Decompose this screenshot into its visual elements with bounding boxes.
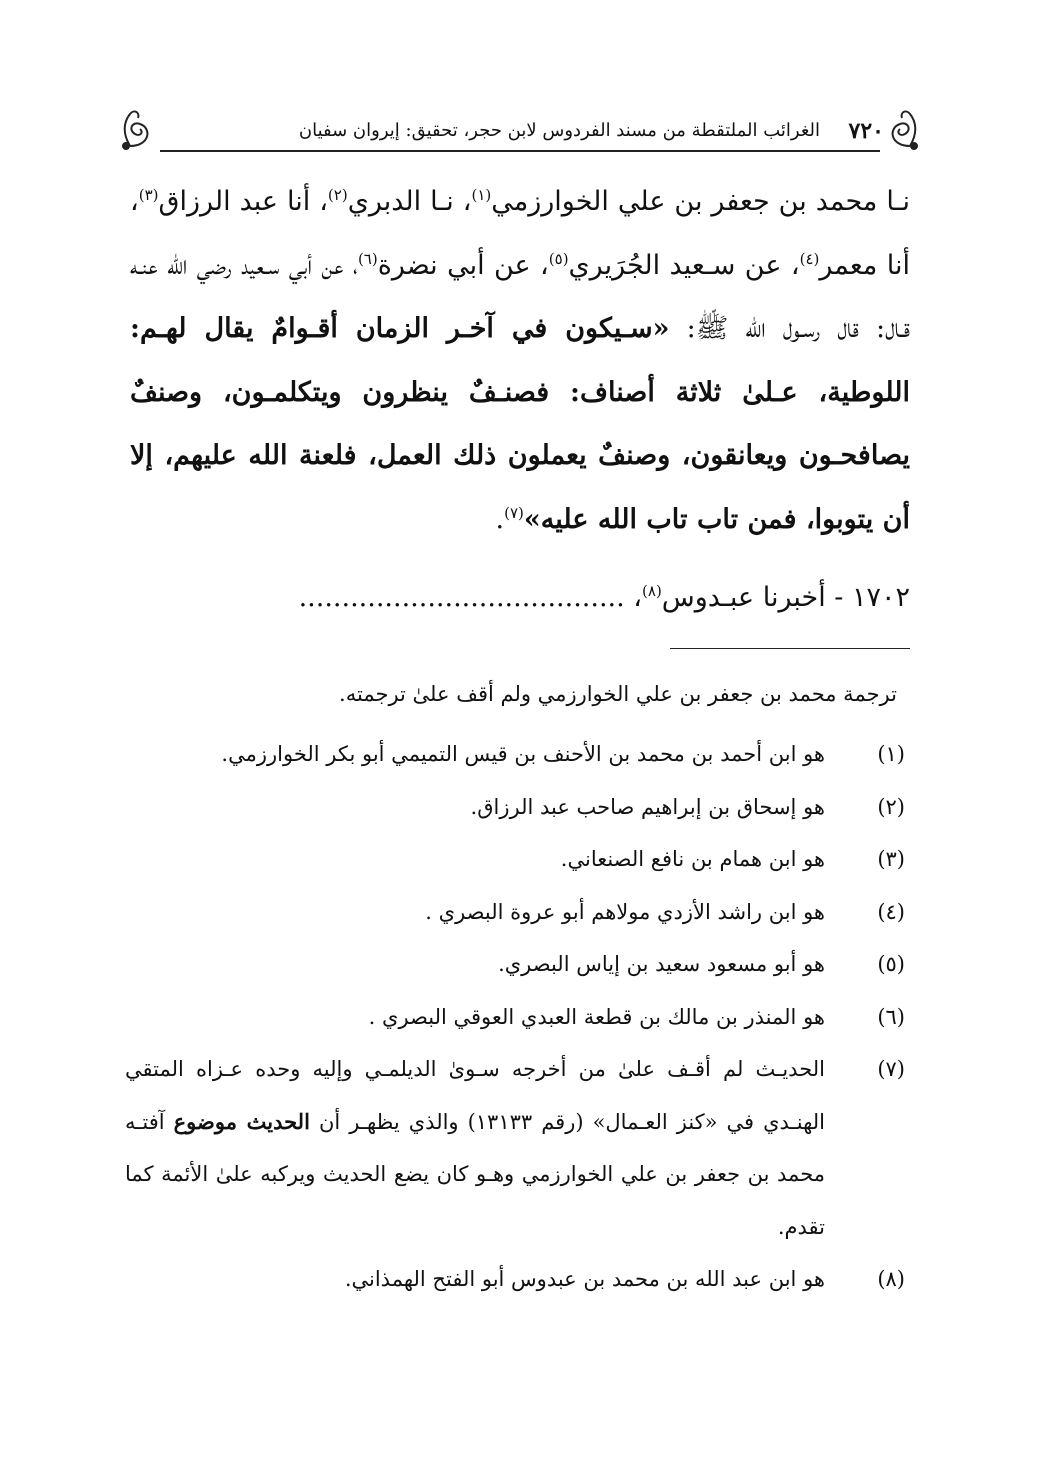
footnote-continuation: ترجمة محمد بن جعفر بن علي الخوارزمي ولم أقف علىٰ ترجمته. bbox=[339, 682, 897, 706]
footnote-number: (٦) bbox=[877, 1004, 905, 1029]
footnote-separator bbox=[670, 648, 910, 649]
footnote-item: (٥) هو أبو مسعود سعيد بن إياس البصري. bbox=[125, 938, 905, 991]
footnote-ref[interactable]: (٧) bbox=[504, 503, 524, 522]
isnad-paragraph: نـا محمد بن جعفر بن علي الخوارزمي$^{(١)}$، نـا الدبري$^{(٢)}$، أنا عبد الرزاق$^{(٣)}$، أنا معمر$^{(٤)}$، عن سـعيد الجُرَيري$^{(٥)}$، عن أبي نضرة$^{(٦)}$، عن أبي سـعيد رضي الله عنـه قـال: قال رسـول الله ﷺ: «سـيكون في آخـر الزمان أقـوامٌ يقال لهـم: اللوطية، عـلىٰ ثلاثة أصناف: فصنـفٌ ينظرون ويتكلمـون، وصنفٌ يصافحـون ويعانقون، وصنفٌ يعملون ذلك العمل، فلعنة الله عليهم، إلا أن يتوبوا، فمن تاب تاب الله عليه»$^{(٧)}$. bbox=[130, 186, 911, 535]
header-rule bbox=[160, 150, 880, 152]
footnote-number: (٧) bbox=[877, 1057, 905, 1081]
footnote-item: (٢) هو إسحاق بن إبراهيم صاحب عبد الرزاق. bbox=[125, 781, 905, 834]
ruling-text: الحديث موضوع bbox=[173, 1108, 310, 1134]
running-header bbox=[120, 100, 920, 156]
footnote-number: (٨) bbox=[877, 1267, 905, 1291]
footnote-item: (٤) هو ابن راشد الأزدي مولاهم أبو عروة البصري . bbox=[125, 886, 905, 939]
footnote-ref[interactable]: (٥) bbox=[548, 249, 569, 268]
footnote-ref[interactable]: (٣) bbox=[138, 186, 159, 204]
footnote-number: (٤) bbox=[877, 899, 905, 924]
hadith-text-block bbox=[130, 170, 910, 551]
footnote-ref[interactable]: (٤) bbox=[799, 249, 820, 268]
next-entry bbox=[130, 570, 910, 626]
ornament-left-icon bbox=[118, 106, 160, 152]
footnote-ref[interactable]: (٨) bbox=[642, 582, 662, 600]
footnotes bbox=[125, 670, 905, 1306]
footnote-ref[interactable]: (١) bbox=[471, 186, 492, 204]
ornament-right-icon bbox=[880, 106, 922, 152]
hadith-matn: «سـيكون في آخـر الزمان أقـوامٌ يقال لهـم: اللوطية، عـلىٰ ثلاثة أصناف: فصنـفٌ ينظرون ويتكلمـون، وصنفٌ يصافحـون ويعانقون، وصنفٌ يعملون ذلك العمل، فلعنة الله عليهم، إلا أن يتوبوا، فمن تاب تاب الله عليه» bbox=[130, 313, 910, 535]
footnote-ref[interactable]: (٦) bbox=[357, 249, 378, 268]
footnote-item: (٦) هو المنذر بن مالك بن قطعة العبدي العوقي البصري . bbox=[125, 991, 905, 1044]
footnote-item: (٨) هو ابن عبد الله بن محمد بن عبدوس أبو الفتح الهمذاني. bbox=[125, 1253, 905, 1306]
footnote-item: (٣) هو ابن همام بن نافع الصنعاني. bbox=[125, 833, 905, 886]
footnote-number: (١) bbox=[877, 742, 905, 766]
entry-continuation-dots: ، ...................................... bbox=[298, 582, 643, 613]
footnote-ref[interactable]: (٢) bbox=[327, 186, 348, 204]
entry-heading: ١٧٠٢ - أخبرنا عبـدوس bbox=[661, 582, 910, 613]
footnote-number: (٥) bbox=[877, 952, 905, 976]
footnote-number: (٣) bbox=[877, 847, 905, 871]
footnote-item: (٧) الحديـث لم أقـف علىٰ من أخرجه سـوىٰ الديلمـي وإليه وحده عـزاه المتقي الهنـدي في «كنز العـمال» (رقم ١٣١٣٣) والذي يظهـر أن الحديث موضوع آفتـه محمد بن جعفر بن علي الخوارزمي وهـو كان يضع الحديث ويركبه علىٰ الأئمة كما تقدم. bbox=[125, 1043, 905, 1253]
running-title: الغرائب الملتقطة من مسند الفردوس لابن حجر، تحقيق: إيروان سفيان bbox=[298, 120, 820, 141]
page-number: ٧٢٠ bbox=[848, 118, 884, 144]
footnote-number: (٢) bbox=[877, 794, 905, 819]
footnote-item: (١) هو ابن أحمد بن محمد بن الأحنف بن قيس التميمي أبو بكر الخوارزمي. bbox=[125, 728, 905, 781]
